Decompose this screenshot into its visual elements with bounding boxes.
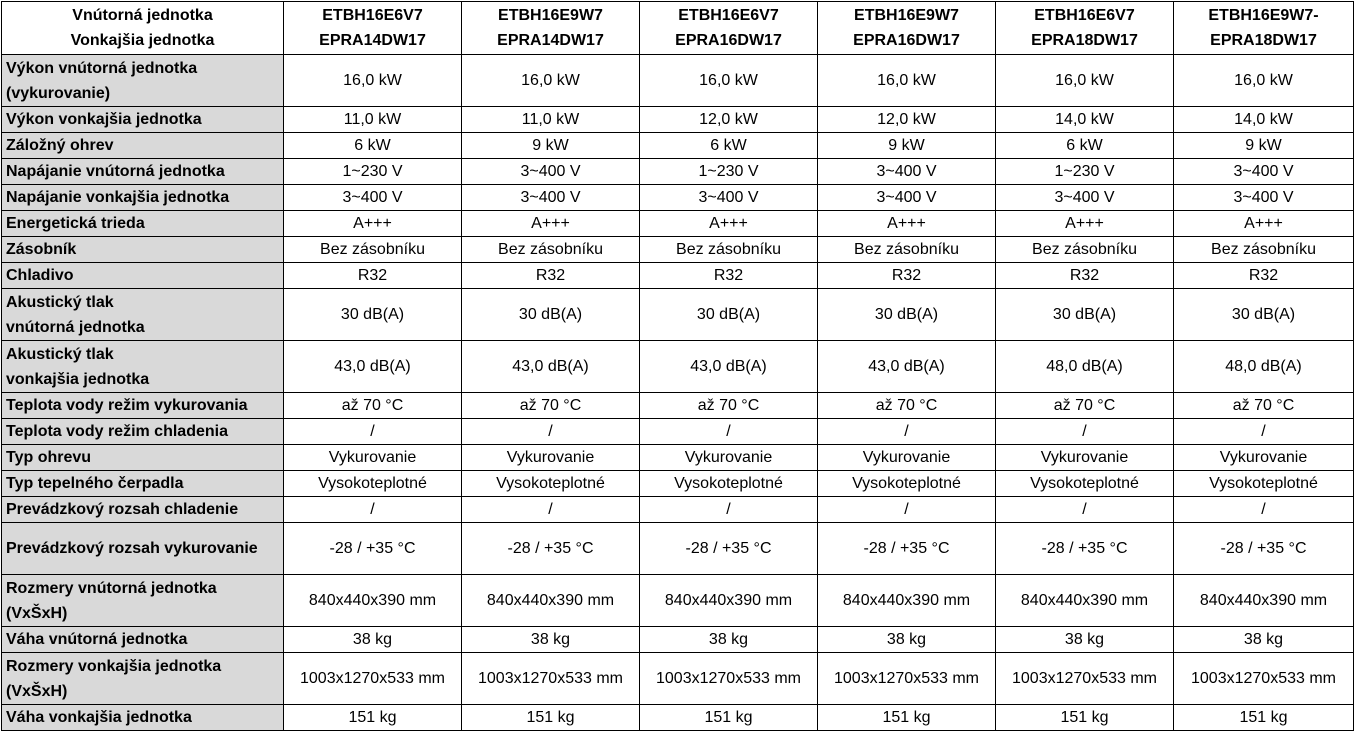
row-label <box>2 393 284 419</box>
row-label <box>2 341 284 393</box>
cell-line: ETBH16E6V7 <box>678 7 779 24</box>
model-column-header <box>818 2 996 55</box>
value-cell: 38 kg <box>640 627 818 653</box>
value-cell: 840x440x390 mm <box>640 575 818 627</box>
value-cell: / <box>640 419 818 445</box>
value-cell: 30 dB(A) <box>996 289 1174 341</box>
cell-line: Výkon vnútorná jednotka <box>6 59 198 77</box>
value-cell: Vykurovanie <box>640 445 818 471</box>
table-row <box>2 107 1354 133</box>
value-cell: Bez zásobníku <box>284 237 462 263</box>
cell-line: EPRA14DW17 <box>497 32 604 49</box>
cell-line: Rozmery vonkajšia jednotka <box>6 657 222 675</box>
model-column-header <box>462 2 640 55</box>
cell-line: EPRA14DW17 <box>319 32 426 49</box>
value-cell: R32 <box>818 263 996 289</box>
value-cell: / <box>462 497 640 523</box>
table-row <box>2 263 1354 289</box>
value-cell: až 70 °C <box>996 393 1174 419</box>
value-cell: až 70 °C <box>1174 393 1354 419</box>
value-cell: 3~400 V <box>996 185 1174 211</box>
value-cell: R32 <box>996 263 1174 289</box>
value-cell: 43,0 dB(A) <box>818 341 996 393</box>
value-cell: / <box>996 419 1174 445</box>
row-label <box>2 133 284 159</box>
value-cell: 1~230 V <box>284 159 462 185</box>
table-row <box>2 653 1354 705</box>
value-cell: 9 kW <box>818 133 996 159</box>
cell-line: Typ ohrevu <box>6 449 92 466</box>
table-row <box>2 185 1354 211</box>
row-label <box>2 107 284 133</box>
value-cell: až 70 °C <box>284 393 462 419</box>
row-label <box>2 471 284 497</box>
table-row <box>2 237 1354 263</box>
cell-line: vonkajšia jednotka <box>6 370 150 388</box>
value-cell: 16,0 kW <box>1174 55 1354 107</box>
value-cell: Bez zásobníku <box>996 237 1174 263</box>
value-cell: Bez zásobníku <box>818 237 996 263</box>
table-row <box>2 159 1354 185</box>
value-cell: 48,0 dB(A) <box>996 341 1174 393</box>
value-cell: 11,0 kW <box>462 107 640 133</box>
cell-line: (vykurovanie) <box>6 84 111 102</box>
cell-line: ETBH16E6V7 <box>1034 7 1135 24</box>
value-cell: R32 <box>640 263 818 289</box>
value-cell: 1003x1270x533 mm <box>818 653 996 705</box>
spec-table-body <box>2 2 1354 731</box>
row-label <box>2 497 284 523</box>
value-cell: 151 kg <box>640 705 818 731</box>
cell-line: EPRA18DW17 <box>1210 32 1317 49</box>
row-label <box>2 55 284 107</box>
value-cell: 30 dB(A) <box>640 289 818 341</box>
value-cell: 30 dB(A) <box>1174 289 1354 341</box>
value-cell: 151 kg <box>996 705 1174 731</box>
value-cell: 1003x1270x533 mm <box>1174 653 1354 705</box>
value-cell: 38 kg <box>284 627 462 653</box>
value-cell: 16,0 kW <box>640 55 818 107</box>
table-row <box>2 55 1354 107</box>
cell-line: vnútorná jednotka <box>6 318 145 336</box>
table-row <box>2 523 1354 575</box>
value-cell: / <box>462 419 640 445</box>
value-cell: 38 kg <box>462 627 640 653</box>
value-cell: 30 dB(A) <box>462 289 640 341</box>
cell-line: Prevádzkový rozsah chladenie <box>6 501 239 518</box>
cell-line: Typ tepelného čerpadla <box>6 475 184 492</box>
cell-line: EPRA16DW17 <box>675 32 782 49</box>
header-row <box>2 2 1354 55</box>
value-cell: 840x440x390 mm <box>996 575 1174 627</box>
table-row <box>2 341 1354 393</box>
value-cell: 16,0 kW <box>462 55 640 107</box>
value-cell: Vysokoteplotné <box>284 471 462 497</box>
value-cell: R32 <box>284 263 462 289</box>
cell-line: Napájanie vnútorná jednotka <box>6 163 225 180</box>
value-cell: R32 <box>462 263 640 289</box>
value-cell: Vysokoteplotné <box>996 471 1174 497</box>
value-cell: 1003x1270x533 mm <box>640 653 818 705</box>
value-cell: -28 / +35 °C <box>284 523 462 575</box>
value-cell: 1~230 V <box>996 159 1174 185</box>
cell-line: EPRA18DW17 <box>1031 32 1138 49</box>
cell-line: (VxŠxH) <box>6 604 68 622</box>
value-cell: 3~400 V <box>818 185 996 211</box>
value-cell: Vykurovanie <box>284 445 462 471</box>
value-cell: A+++ <box>462 211 640 237</box>
value-cell: Vykurovanie <box>818 445 996 471</box>
value-cell: 3~400 V <box>284 185 462 211</box>
value-cell: 840x440x390 mm <box>818 575 996 627</box>
cell-line: Teplota vody režim vykurovania <box>6 397 248 414</box>
value-cell: až 70 °C <box>640 393 818 419</box>
cell-line: ETBH16E9W7 <box>498 7 603 24</box>
value-cell: 43,0 dB(A) <box>284 341 462 393</box>
table-row <box>2 289 1354 341</box>
value-cell: Vysokoteplotné <box>818 471 996 497</box>
value-cell: 1003x1270x533 mm <box>462 653 640 705</box>
value-cell: 11,0 kW <box>284 107 462 133</box>
value-cell: 14,0 kW <box>996 107 1174 133</box>
value-cell: / <box>1174 497 1354 523</box>
value-cell: -28 / +35 °C <box>1174 523 1354 575</box>
row-label <box>2 289 284 341</box>
value-cell: 9 kW <box>462 133 640 159</box>
value-cell: 38 kg <box>818 627 996 653</box>
value-cell: 9 kW <box>1174 133 1354 159</box>
value-cell: až 70 °C <box>818 393 996 419</box>
cell-line: Akustický tlak <box>6 293 114 311</box>
value-cell: 16,0 kW <box>818 55 996 107</box>
value-cell: 840x440x390 mm <box>284 575 462 627</box>
value-cell: 3~400 V <box>462 159 640 185</box>
row-label <box>2 445 284 471</box>
value-cell: 1~230 V <box>640 159 818 185</box>
value-cell: 3~400 V <box>818 159 996 185</box>
cell-line: ETBH16E9W7- <box>1208 7 1319 24</box>
cell-line: Vonkajšia jednotka <box>70 32 215 49</box>
value-cell: Vysokoteplotné <box>1174 471 1354 497</box>
value-cell: 3~400 V <box>1174 185 1354 211</box>
value-cell: 38 kg <box>996 627 1174 653</box>
row-label <box>2 159 284 185</box>
value-cell: 3~400 V <box>640 185 818 211</box>
model-column-header <box>284 2 462 55</box>
cell-line: (VxŠxH) <box>6 682 68 700</box>
value-cell: 6 kW <box>640 133 818 159</box>
value-cell: / <box>640 497 818 523</box>
cell-line: ETBH16E9W7 <box>854 7 959 24</box>
row-label <box>2 185 284 211</box>
table-row <box>2 211 1354 237</box>
value-cell: 12,0 kW <box>818 107 996 133</box>
value-cell: 30 dB(A) <box>818 289 996 341</box>
cell-line: Váha vnútorná jednotka <box>6 631 188 648</box>
value-cell: 151 kg <box>284 705 462 731</box>
value-cell: 14,0 kW <box>1174 107 1354 133</box>
cell-line: Vnútorná jednotka <box>72 7 213 24</box>
value-cell: 151 kg <box>1174 705 1354 731</box>
value-cell: / <box>284 497 462 523</box>
table-row <box>2 393 1354 419</box>
cell-line: Prevádzkový rozsah vykurovanie <box>6 540 258 557</box>
value-cell: A+++ <box>284 211 462 237</box>
value-cell: A+++ <box>1174 211 1354 237</box>
value-cell: A+++ <box>640 211 818 237</box>
table-row <box>2 445 1354 471</box>
value-cell: Vykurovanie <box>462 445 640 471</box>
value-cell: 1003x1270x533 mm <box>996 653 1174 705</box>
value-cell: 30 dB(A) <box>284 289 462 341</box>
row-label <box>2 263 284 289</box>
value-cell: R32 <box>1174 263 1354 289</box>
value-cell: / <box>996 497 1174 523</box>
value-cell: až 70 °C <box>462 393 640 419</box>
value-cell: Bez zásobníku <box>1174 237 1354 263</box>
cell-line: Teplota vody režim chladenia <box>6 423 228 440</box>
row-label <box>2 419 284 445</box>
cell-line: Váha vonkajšia jednotka <box>6 709 192 726</box>
cell-line: ETBH16E6V7 <box>322 7 423 24</box>
value-cell: 3~400 V <box>462 185 640 211</box>
cell-line: Záložný ohrev <box>6 137 114 154</box>
model-column-header <box>996 2 1174 55</box>
value-cell: 3~400 V <box>1174 159 1354 185</box>
cell-line: Energetická trieda <box>6 215 145 232</box>
spec-table <box>1 1 1354 731</box>
cell-line: Akustický tlak <box>6 345 114 363</box>
cell-line: Rozmery vnútorná jednotka <box>6 579 217 597</box>
value-cell: Vysokoteplotné <box>462 471 640 497</box>
model-column-header <box>640 2 818 55</box>
cell-line: EPRA16DW17 <box>853 32 960 49</box>
row-label <box>2 523 284 575</box>
value-cell: 840x440x390 mm <box>462 575 640 627</box>
row-label <box>2 237 284 263</box>
value-cell: / <box>818 497 996 523</box>
table-row <box>2 471 1354 497</box>
value-cell: 43,0 dB(A) <box>640 341 818 393</box>
value-cell: / <box>818 419 996 445</box>
table-row <box>2 497 1354 523</box>
model-column-header <box>1174 2 1354 55</box>
value-cell: 16,0 kW <box>996 55 1174 107</box>
value-cell: 43,0 dB(A) <box>462 341 640 393</box>
value-cell: / <box>1174 419 1354 445</box>
value-cell: Vykurovanie <box>996 445 1174 471</box>
row-label <box>2 627 284 653</box>
cell-line: Napájanie vonkajšia jednotka <box>6 189 230 206</box>
value-cell: Vysokoteplotné <box>640 471 818 497</box>
value-cell: 151 kg <box>818 705 996 731</box>
value-cell: -28 / +35 °C <box>462 523 640 575</box>
row-label <box>2 575 284 627</box>
value-cell: 6 kW <box>284 133 462 159</box>
table-row <box>2 133 1354 159</box>
value-cell: 840x440x390 mm <box>1174 575 1354 627</box>
cell-line: Výkon vonkajšia jednotka <box>6 111 202 128</box>
table-row <box>2 575 1354 627</box>
row-label <box>2 705 284 731</box>
value-cell: -28 / +35 °C <box>640 523 818 575</box>
cell-line: Chladivo <box>6 267 74 284</box>
table-row <box>2 419 1354 445</box>
row-label <box>2 653 284 705</box>
value-cell: A+++ <box>996 211 1174 237</box>
value-cell: 38 kg <box>1174 627 1354 653</box>
value-cell: -28 / +35 °C <box>996 523 1174 575</box>
value-cell: A+++ <box>818 211 996 237</box>
row-label <box>2 211 284 237</box>
cell-line: Zásobník <box>6 241 77 258</box>
table-row <box>2 627 1354 653</box>
value-cell: Bez zásobníku <box>462 237 640 263</box>
table-row <box>2 705 1354 731</box>
corner-header-cell <box>2 2 284 55</box>
value-cell: -28 / +35 °C <box>818 523 996 575</box>
value-cell: 12,0 kW <box>640 107 818 133</box>
value-cell: 16,0 kW <box>284 55 462 107</box>
value-cell: 1003x1270x533 mm <box>284 653 462 705</box>
value-cell: Vykurovanie <box>1174 445 1354 471</box>
value-cell: / <box>284 419 462 445</box>
value-cell: 6 kW <box>996 133 1174 159</box>
value-cell: 48,0 dB(A) <box>1174 341 1354 393</box>
value-cell: 151 kg <box>462 705 640 731</box>
value-cell: Bez zásobníku <box>640 237 818 263</box>
